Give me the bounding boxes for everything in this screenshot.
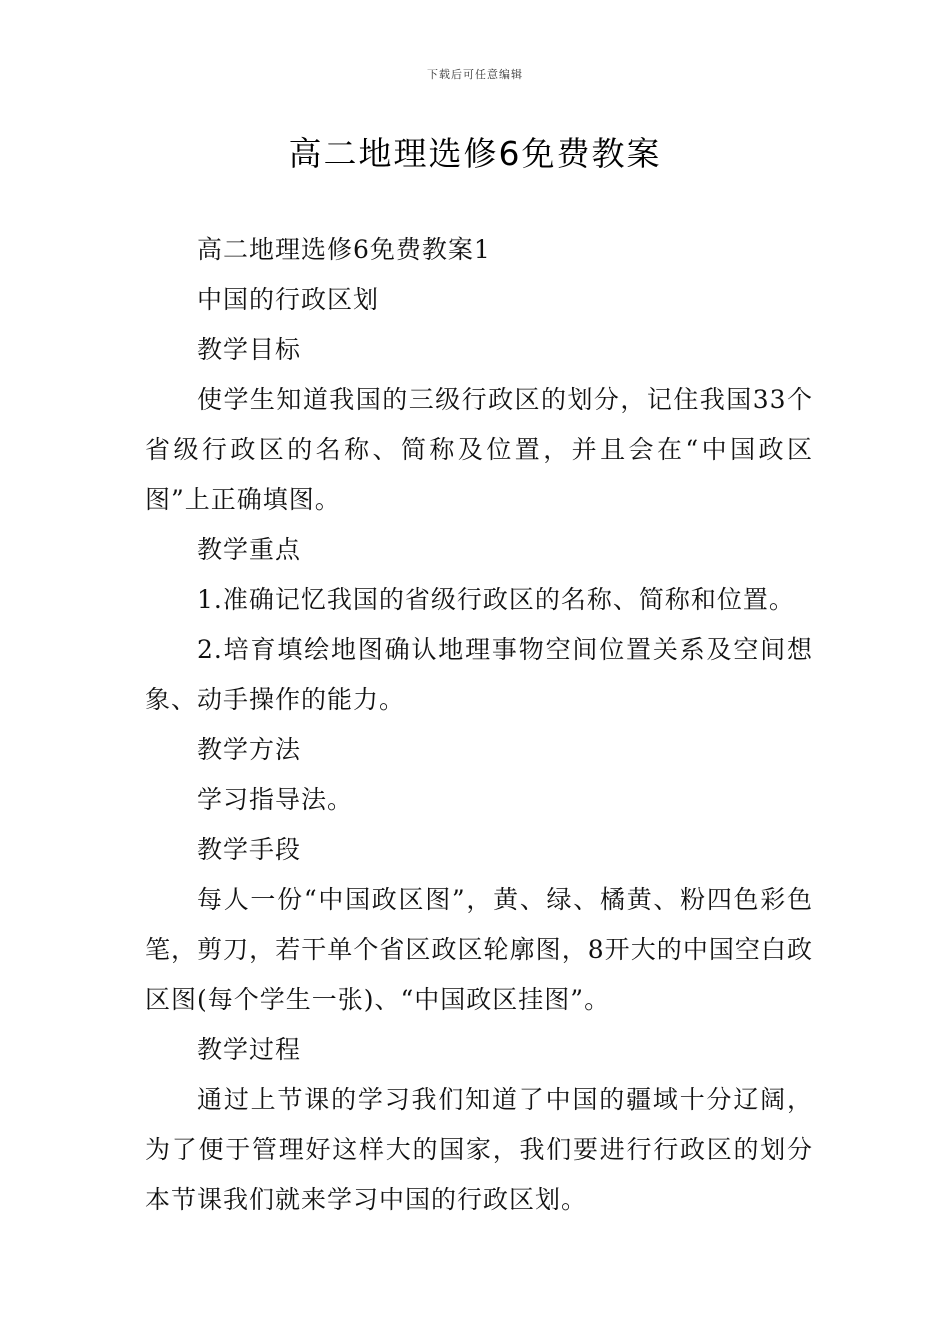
heading-teaching-method: 教学方法 <box>197 735 302 764</box>
paragraph-topic: 中国的行政区划 <box>197 285 380 314</box>
paragraph-teaching-method: 学习指导法。 <box>197 785 354 814</box>
heading-teaching-goals: 教学目标 <box>197 335 302 364</box>
heading-teaching-process: 教学过程 <box>197 1035 302 1064</box>
paragraph-teaching-tools: 每人一份“中国政区图”，黄、绿、橘黄、粉四色彩色笔，剪刀，若干单个省区政区轮廓图，8开大的中国空白政区图(每个学生一张)、“中国政区挂图”。 <box>145 885 813 1014</box>
paragraph-key-point-1: 1.准确记忆我国的省级行政区的名称、简称和位置。 <box>197 585 795 614</box>
heading-teaching-tools: 教学手段 <box>197 835 302 864</box>
document-body <box>145 225 813 1225</box>
document-title: 高二地理选修6免费教案 <box>288 134 662 173</box>
header-note: 下载后可任意编辑 <box>427 68 523 81</box>
paragraph-teaching-process: 通过上节课的学习我们知道了中国的疆域十分辽阔，为了便于管理好这样大的国家，我们要进行行政区的划分本节课我们就来学习中国的行政区划。 <box>145 1085 813 1214</box>
paragraph-key-point-2: 2.培育填绘地图确认地理事物空间位置关系及空间想象、动手操作的能力。 <box>145 635 813 714</box>
heading-key-points: 教学重点 <box>197 535 302 564</box>
paragraph-subtitle: 高二地理选修6免费教案1 <box>197 235 491 264</box>
paragraph-teaching-goals: 使学生知道我国的三级行政区的划分，记住我国33个省级行政区的名称、简称及位置，并且会在“中国政区图”上正确填图。 <box>145 385 813 514</box>
